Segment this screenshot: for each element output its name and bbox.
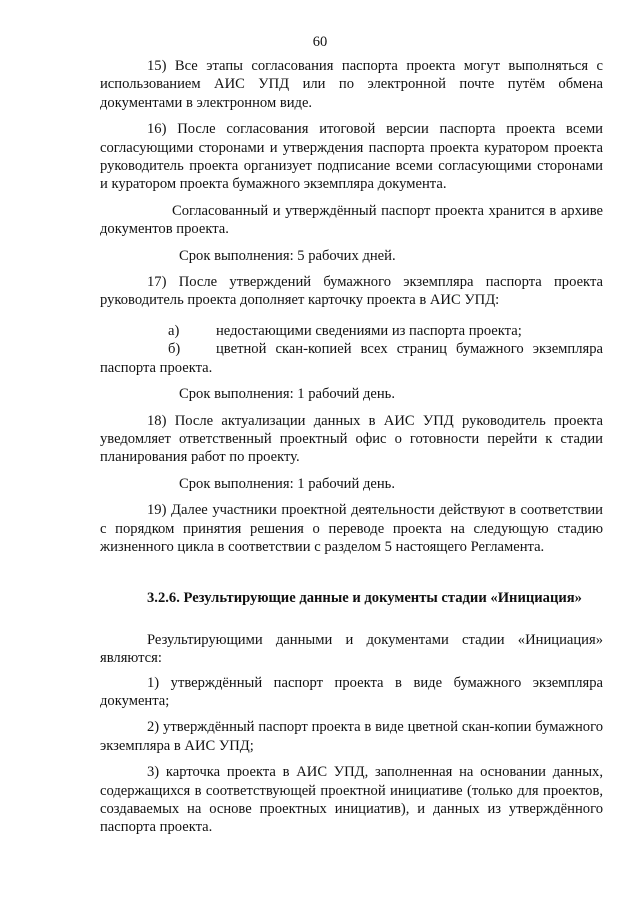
paragraph-17-term: Срок выполнения: 1 рабочий день. <box>179 386 395 403</box>
paragraph-17: 17) После утверждений бумажного экземпляра паспорта проекта руководитель проекта дополняет карточку проекта в АИС УПД: <box>100 274 603 309</box>
paragraph-15: 15) Все этапы согласования паспорта проекта могут выполняться с использованием АИС УПД или по электронной почте путём обмена документами в электронном виде. <box>100 58 603 111</box>
paragraph-16-term: Срок выполнения: 5 рабочих дней. <box>179 247 396 264</box>
section-heading: 3.2.6. Результирующие данные и документы стадии «Инициация» <box>147 590 582 607</box>
list-text-a: недостающими сведениями из паспорта проекта; <box>216 322 522 339</box>
section-item-2: 2) утверждённый паспорт проекта в виде цветной скан-копии бумажного экземпляра в АИС УПД; <box>100 719 603 754</box>
paragraph-18: 18) После актуализации данных в АИС УПД руководитель проекта уведомляет ответственный проектный офис о готовности перейти к стадии планирования работ по проекту. <box>100 412 603 466</box>
section-intro: Результирующими данными и документами стадии «Инициация» являются: <box>100 631 603 667</box>
list-item-a <box>100 322 603 340</box>
paragraph-19: 19) Далее участники проектной деятельности действуют в соответствии с порядком принятия решения о переводе проекта на следующую стадию жизненного цикла в соответствии с разделом 5 настоящего Регламента. <box>100 502 603 555</box>
paragraph-16-note: Согласованный и утверждённый паспорт проекта хранится в архиве документов проекта. <box>100 202 603 238</box>
paragraph-18-term: Срок выполнения: 1 рабочий день. <box>179 475 395 492</box>
list-marker-b: б) <box>168 341 181 358</box>
paragraph-16: 16) После согласования итоговой версии паспорта проекта всеми согласующими сторонами и утверждения паспорта проекта куратором проекта руководитель проекта организует подписание всеми согласующими сторонами и куратором проекта бумажного экземпляра документа. <box>100 121 603 193</box>
document-body <box>100 57 603 837</box>
list-item-b <box>100 340 603 377</box>
list-text-b: цветной скан-копией всех страниц бумажного экземпляра паспорта проекта. <box>100 341 603 376</box>
page-number: 60 <box>312 34 328 50</box>
section-item-3: 3) карточка проекта в АИС УПД, заполненная на основании данных, содержащихся в соответствующей проектной инициативе (только для проектов, создаваемых на основе проектных инициатив), и данных из утверждённого паспорта проекта. <box>100 764 603 836</box>
list-marker-a: а) <box>168 322 180 339</box>
section-item-1: 1) утверждённый паспорт проекта в виде бумажного экземпляра документа; <box>100 674 603 709</box>
